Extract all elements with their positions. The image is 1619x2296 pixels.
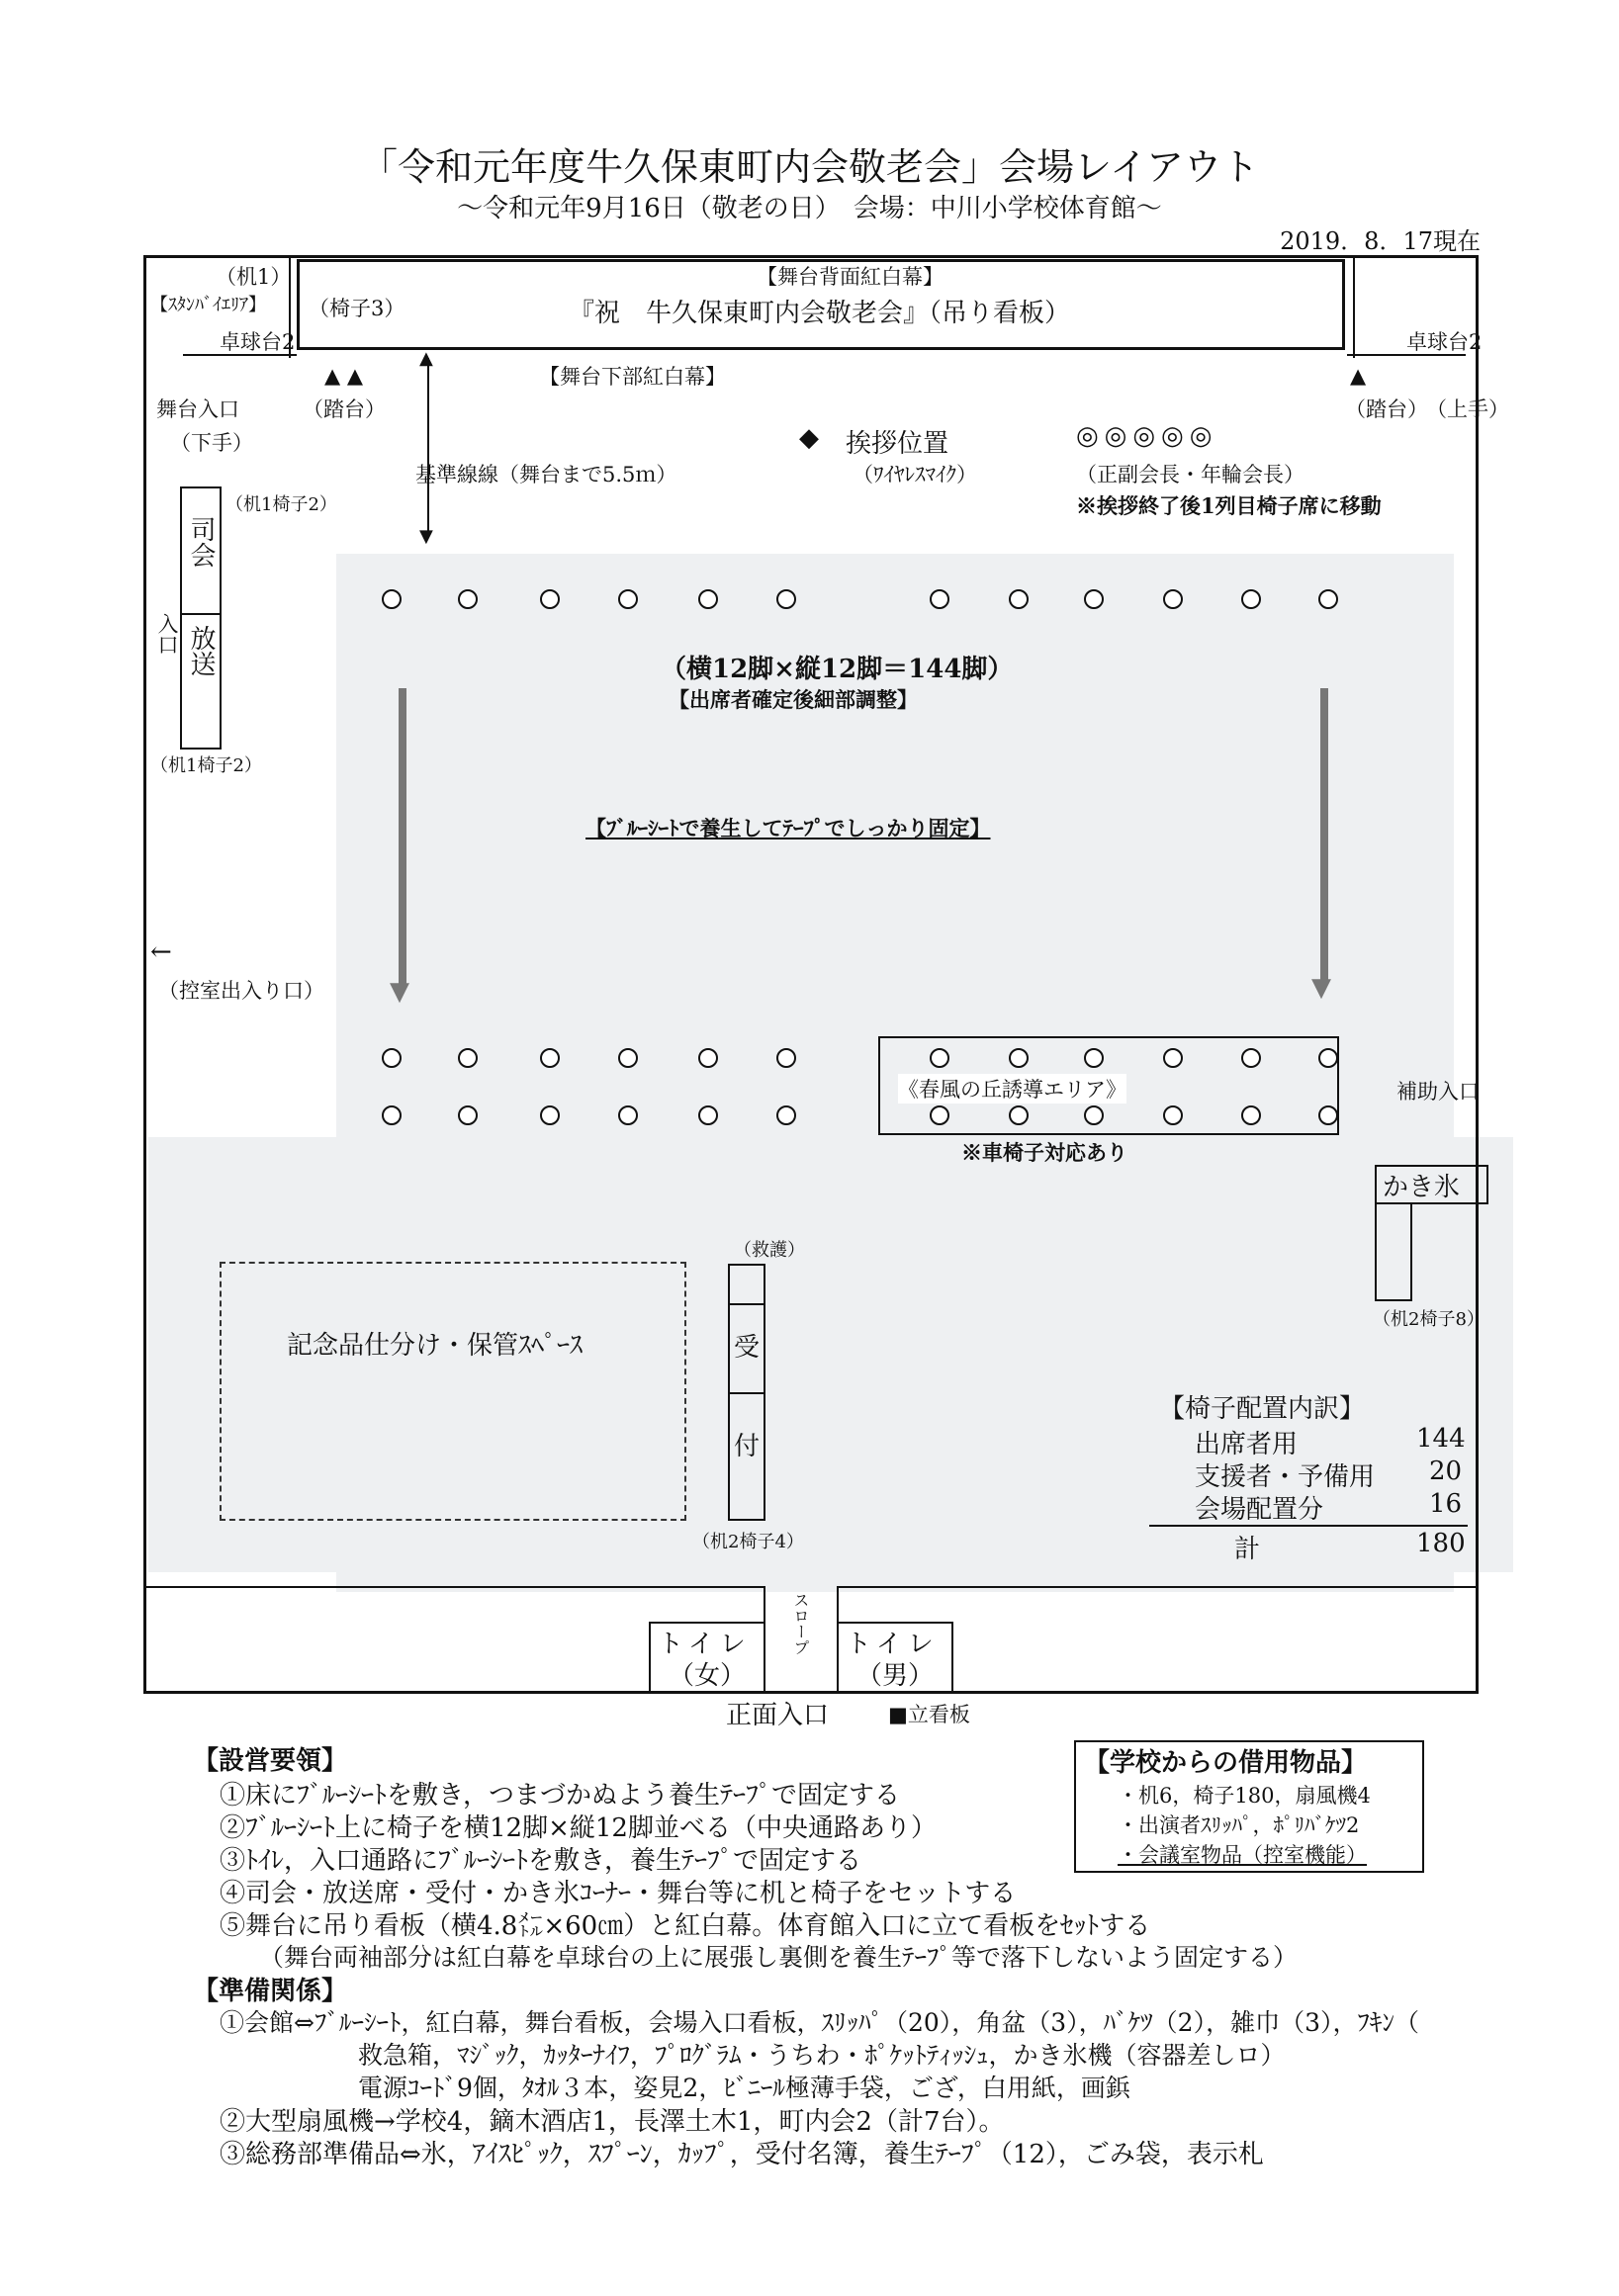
- stage-bottom-banner-label: 【舞台下部紅白幕】: [539, 365, 726, 389]
- kakigori-desk-vertical: [1375, 1202, 1412, 1301]
- prep-item: 電源ｺｰﾄﾞ9個，ﾀｵﾙ３本，姿見2，ﾋﾞﾆｰﾙ極薄手袋，ござ，白用紙，画鋲: [358, 2074, 1130, 2102]
- shimote-label: （下手）: [170, 431, 253, 455]
- as-of-date: 2019．8．17現在: [1280, 227, 1481, 255]
- aisle-arrow-right-head-icon: ▼: [1311, 973, 1331, 1003]
- table-left-line: [183, 354, 297, 356]
- mc-label: 司会: [186, 516, 216, 568]
- borrowed-item: ・出演者ｽﾘｯﾊﾟ，ﾎﾟﾘﾊﾞｹﾂ2: [1118, 1813, 1360, 1837]
- stage-backdrop-label: 【舞台背面紅白幕】: [757, 265, 944, 289]
- chair-marker: [618, 1105, 638, 1125]
- prep-item: ②大型扇風機→学校4，鏑木酒店1，長澤土木1，町内会2（計7台）。: [220, 2107, 1005, 2137]
- reception-char-1: 受: [734, 1333, 761, 1363]
- chair-marker: [1009, 589, 1029, 609]
- mc-desk-divider: [180, 613, 222, 615]
- arrow-down-icon: ▼: [419, 526, 433, 547]
- reception-desk-label: （机2椅子4）: [692, 1532, 804, 1552]
- seating-adjust-note: 【出席者確定後細部調整】: [669, 687, 918, 712]
- side-entrance-label: 入口: [155, 613, 179, 655]
- borrowed-item: ・会議室物品（控室機能）: [1118, 1843, 1367, 1867]
- prep-title: 【準備関係】: [193, 1977, 348, 2006]
- mc-desk-label-top: （机1椅子2）: [225, 494, 337, 515]
- chair-summary-row-value: 144: [1416, 1424, 1466, 1454]
- chair-summary-title: 【椅子配置内訳】: [1159, 1394, 1366, 1424]
- setup-item: ②ﾌﾞﾙｰｼｰﾄ上に椅子を横12脚×縦12脚並べる（中央通路あり）: [220, 1813, 937, 1843]
- table-right-line: [1347, 354, 1466, 356]
- chair-marker: [540, 1048, 560, 1068]
- corridor-line-left: [145, 1586, 764, 1588]
- chair-marker: [1084, 589, 1104, 609]
- aux-entrance-label: 補助入口: [1396, 1080, 1480, 1104]
- chair-marker: [618, 589, 638, 609]
- chair-marker: [382, 1105, 402, 1125]
- chair-marker: [776, 1048, 796, 1068]
- chair-summary-row-label: 会場配置分: [1195, 1495, 1324, 1525]
- chair-marker: [776, 1105, 796, 1125]
- toilet-men-sub: （男）: [856, 1661, 935, 1691]
- setup-title: 【設営要領】: [193, 1746, 348, 1776]
- page-subtitle: ～令和元年9月16日（敬老の日） 会場：中川小学校体育館～: [457, 194, 1162, 223]
- kakigori-desk-label: （机2椅子8）: [1373, 1309, 1484, 1330]
- standby-area-label: 【ｽﾀﾝﾊﾞｲｴﾘｱ】: [150, 295, 266, 315]
- chair-marker: [458, 589, 478, 609]
- chair-marker: [618, 1048, 638, 1068]
- wheelchair-note: ※車椅子対応あり: [961, 1140, 1127, 1165]
- chair-summary-row-label: 支援者・予備用: [1195, 1462, 1376, 1492]
- setup-item: ④司会・放送席・受付・かき氷ｺｰﾅｰ・舞台等に机と椅子をセットする: [220, 1879, 1017, 1908]
- blue-sheet-note: 【ﾌﾞﾙｰｼｰﾄで養生してﾃｰﾌﾟでしっかり固定】: [585, 816, 991, 840]
- chair-marker: [1318, 589, 1338, 609]
- vip-label: （正副会長・年輪会長）: [1076, 463, 1304, 486]
- setup-item: ③ﾄｲﾚ，入口通路にﾌﾞﾙｰｼｰﾄを敷き，養生ﾃｰﾌﾟで固定する: [220, 1846, 861, 1876]
- setup-item: （舞台両袖部分は紅白幕を卓球台の上に展張し裏側を養生ﾃｰﾌﾟ等で落下しないよう固定する）: [259, 1943, 1299, 1972]
- reception-divider-1: [728, 1303, 765, 1305]
- chair-marker: [698, 589, 718, 609]
- stage-entrance-label: 舞台入口: [156, 397, 239, 421]
- chair-summary-divider: [1149, 1525, 1468, 1527]
- waiting-room-entrance: （控室出入り口）: [158, 979, 324, 1003]
- chair-summary-row-value: 20: [1429, 1457, 1463, 1486]
- aisle-arrow-left-head-icon: ▼: [390, 977, 409, 1007]
- chair-summary-total-label: 計: [1234, 1535, 1261, 1564]
- chair-marker: [458, 1048, 478, 1068]
- diamond-icon: ◆: [799, 423, 819, 453]
- kakigori-label: かき氷: [1383, 1173, 1461, 1202]
- corridor-line-right: [837, 1586, 1476, 1588]
- vip-marks: ◎◎◎◎◎: [1076, 421, 1218, 451]
- prep-item: ③総務部準備品⇔氷，ｱｲｽﾋﾟｯｸ，ｽﾌﾟｰﾝ，ｶｯﾌﾟ，受付名簿，養生ﾃｰﾌﾟ（12），ごみ袋，表示札: [220, 2140, 1264, 2169]
- step-triangle-icon: ▲ ▲: [324, 364, 363, 388]
- toilet-women-label: トイレ: [658, 1630, 752, 1659]
- greeting-position: 挨拶位置: [846, 429, 949, 459]
- slope-label: スロープ: [791, 1592, 810, 1655]
- chair-summary-total-value: 180: [1416, 1529, 1466, 1558]
- chair-marker: [382, 589, 402, 609]
- page-title: 「令和元年度牛久保東町内会敬老会」会場レイアウト: [360, 145, 1259, 189]
- chair-marker: [698, 1048, 718, 1068]
- kamite-label: （上手）: [1426, 397, 1509, 421]
- toilet-men-label: トイレ: [846, 1630, 940, 1659]
- setup-item: ①床にﾌﾞﾙｰｼｰﾄを敷き，つまづかぬよう養生ﾃｰﾌﾟで固定する: [220, 1781, 900, 1810]
- wireless-mic-label: （ﾜｲﾔﾚｽﾏｲｸ）: [853, 463, 977, 486]
- step-left-label: （踏台）: [303, 397, 386, 421]
- prep-item: 救急箱，ﾏｼﾞｯｸ，ｶｯﾀｰﾅｲﾌ，ﾌﾟﾛｸﾞﾗﾑ・うちわ・ﾎﾟｹｯﾄﾃｨｯｼｭ，かき氷機（容器差しロ）: [358, 2041, 1286, 2070]
- reference-line-label: 基準線線（舞台まで5.5ｍ）: [415, 463, 677, 486]
- seating-count: （横12脚×縦12脚＝144脚）: [661, 655, 1014, 684]
- mc-desk-label-bottom: （机1椅子2）: [150, 755, 262, 776]
- chair-marker: [930, 589, 949, 609]
- stand-sign-label: ■立看板: [888, 1703, 970, 1726]
- desk1-label: （机1）: [216, 265, 292, 289]
- aisle-arrow-left: [399, 688, 406, 985]
- broadcast-label: 放送: [186, 625, 216, 676]
- arrow-left-icon: ←: [150, 937, 172, 967]
- chair-marker: [1241, 589, 1261, 609]
- chair-marker: [1163, 589, 1183, 609]
- prep-item: ①会館⇔ﾌﾞﾙｰｼｰﾄ，紅白幕，舞台看板，会場入口看板，ｽﾘｯﾊﾟ（20），角盆（3），ﾊﾞｹﾂ（2），雑巾（3），ﾌｷﾝ（: [220, 2008, 1419, 2037]
- chair-marker: [382, 1048, 402, 1068]
- arrow-up-icon: ▲: [419, 348, 433, 369]
- table-left-label: 卓球台2: [220, 330, 296, 354]
- souvenir-storage-space: [220, 1262, 686, 1521]
- chair3-label: （椅子3）: [309, 297, 405, 320]
- reception-divider-2: [728, 1392, 765, 1394]
- harukaze-label: 《春風の丘誘導エリア》: [898, 1074, 1126, 1104]
- souvenir-label: 記念品仕分け・保管ｽﾍﾟｰｽ: [287, 1331, 584, 1361]
- toilet-women-sub: （女）: [669, 1661, 747, 1691]
- step-right-label: （踏台）: [1345, 397, 1428, 421]
- aisle-arrow-right: [1320, 688, 1328, 981]
- chair-marker: [540, 589, 560, 609]
- setup-item: ⑤舞台に吊り看板（横4.8㍍×60㎝）と紅白幕。体育館入口に立て看板をｾｯﾄする: [220, 1911, 1151, 1941]
- stage-right-wall: [1353, 255, 1355, 358]
- borrowed-items-title: 【学校からの借用物品】: [1084, 1748, 1368, 1778]
- stage-signboard: 『祝 牛久保東町内会敬老会』（吊り看板）: [569, 299, 1071, 328]
- chair-marker: [540, 1105, 560, 1125]
- main-entrance-label: 正面入口: [726, 1701, 830, 1730]
- table-right-label: 卓球台2: [1406, 330, 1483, 354]
- step-triangle-icon-right: ▲: [1350, 364, 1367, 388]
- reception-char-2: 付: [734, 1432, 761, 1461]
- chair-marker: [698, 1105, 718, 1125]
- chair-marker: [458, 1105, 478, 1125]
- borrowed-item: ・机6，椅子180，扇風機4: [1118, 1784, 1371, 1808]
- reference-line-arrow: [427, 358, 429, 534]
- chair-summary-row-value: 16: [1429, 1489, 1463, 1519]
- first-aid-label: （救護）: [734, 1240, 805, 1261]
- chair-summary-row-label: 出席者用: [1195, 1430, 1299, 1459]
- chair-marker: [776, 589, 796, 609]
- vip-note: ※挨拶終了後1列目椅子席に移動: [1076, 493, 1382, 518]
